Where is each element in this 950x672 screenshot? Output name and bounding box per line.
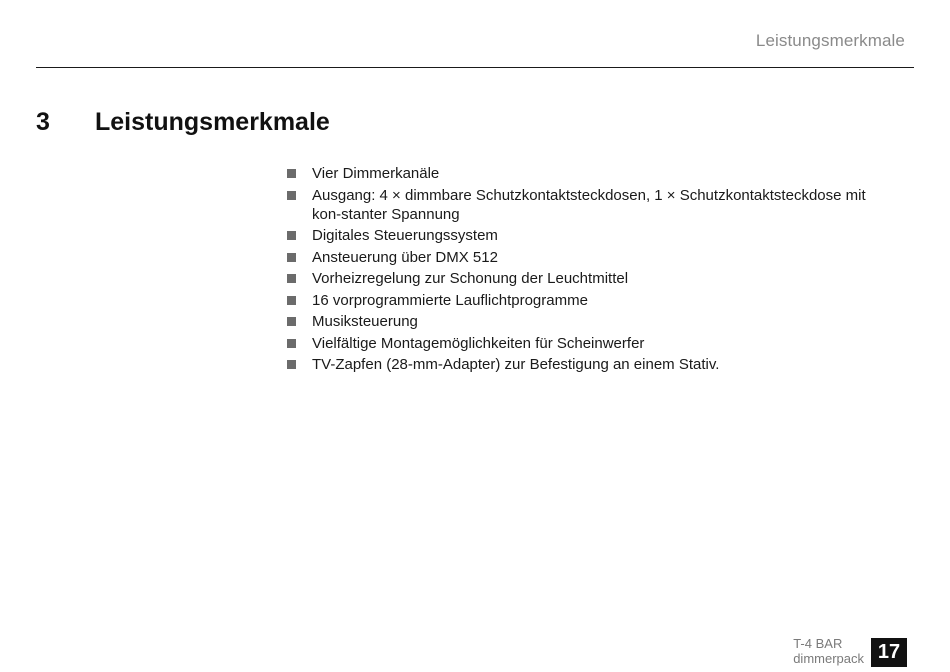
- feature-text: Vier Dimmerkanäle: [312, 165, 440, 182]
- footer-product-name: [793, 637, 864, 666]
- feature-text: Musiksteuerung: [312, 313, 418, 330]
- square-bullet-icon: [287, 169, 296, 178]
- feature-item: [286, 164, 902, 183]
- square-bullet-icon: [287, 231, 296, 240]
- feature-item: [286, 186, 902, 224]
- feature-text: 16 vorprogrammierte Lauflichtprogramme: [312, 291, 588, 309]
- feature-text: Ausgang: 4 × dimmbare Schutzkontaktsteckdosen, 1 × Schutzkontaktsteckdose mit kon-stanter Spannung: [312, 186, 866, 223]
- feature-item: [286, 312, 902, 331]
- feature-item: [286, 269, 902, 288]
- feature-item: [286, 334, 902, 353]
- feature-item: [286, 226, 902, 245]
- feature-text: TV-Zapfen (28-mm-Adapter) zur Befestigung an einem Stativ.: [312, 356, 720, 373]
- page-number-badge: 17: [871, 638, 907, 667]
- feature-list: [286, 164, 902, 377]
- feature-text: Digitales Steuerungssystem: [312, 227, 498, 244]
- footer-product-line1: T-4 BAR: [793, 636, 843, 651]
- feature-item: [286, 355, 902, 374]
- feature-item: [286, 291, 902, 310]
- square-bullet-icon: [287, 360, 296, 369]
- running-header: Leistungsmerkmale: [755, 31, 905, 50]
- square-bullet-icon: [287, 339, 296, 348]
- square-bullet-icon: [287, 317, 296, 326]
- chapter-title: Leistungsmerkmale: [95, 108, 330, 136]
- square-bullet-icon: [287, 253, 296, 262]
- footer-product-line2: dimmerpack: [793, 650, 864, 666]
- header-rule: [36, 67, 914, 68]
- square-bullet-icon: [287, 274, 296, 283]
- square-bullet-icon: [287, 296, 296, 305]
- square-bullet-icon: [287, 191, 296, 200]
- feature-text: Vorheizregelung zur Schonung der Leuchtmittel: [312, 270, 629, 287]
- chapter-number: 3: [36, 108, 50, 136]
- feature-item: [286, 248, 902, 267]
- feature-text: Ansteuerung über DMX 512: [312, 248, 498, 266]
- feature-text: Vielfältige Montagemöglichkeiten für Scheinwerfer: [312, 334, 645, 352]
